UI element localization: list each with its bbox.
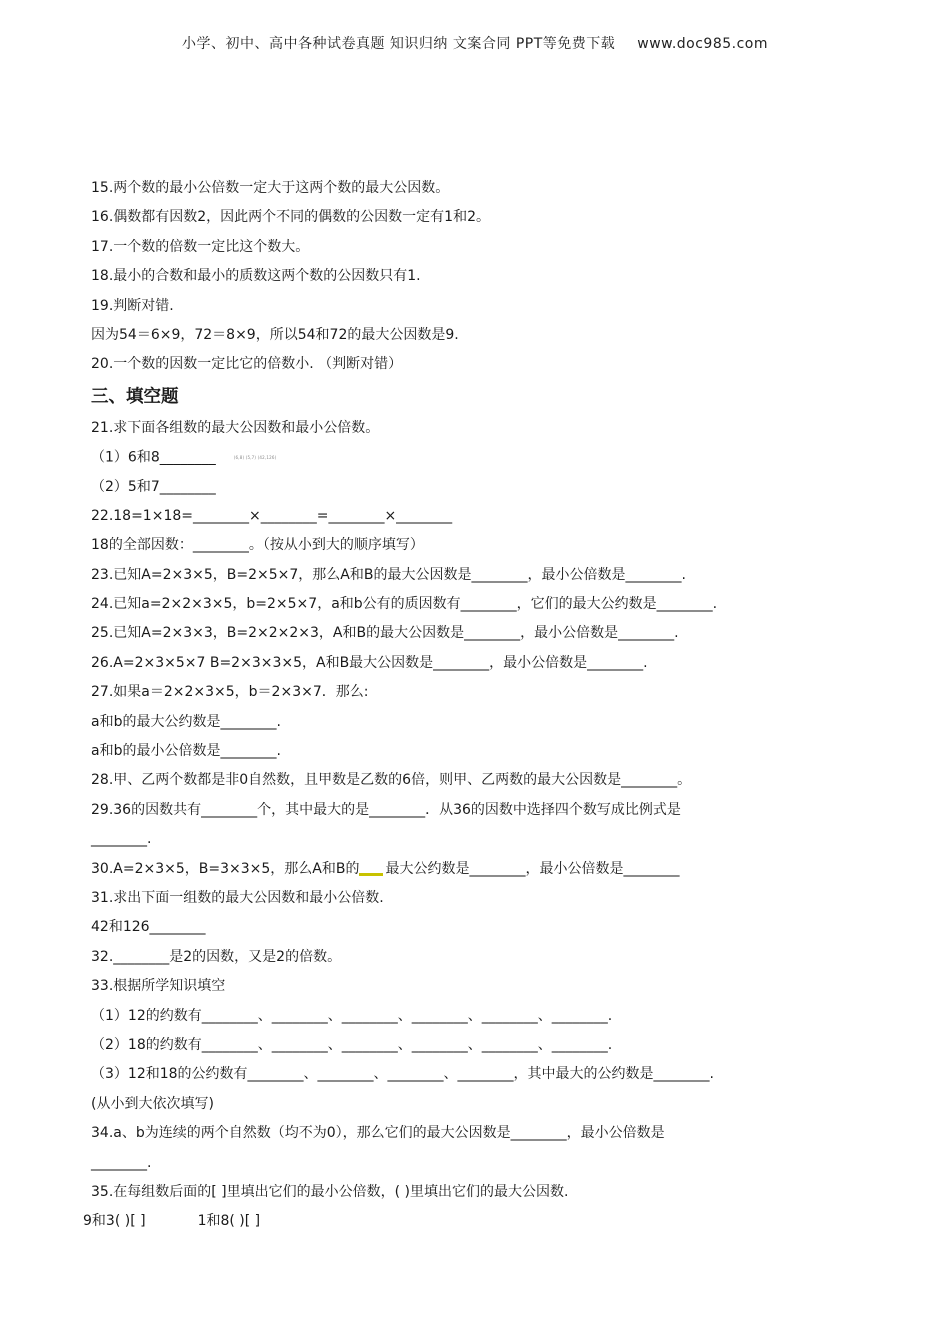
section-title: 三、填空题 <box>91 386 179 407</box>
question-27: 27.如果a＝2×2×3×5，b＝2×3×7．那么: <box>91 684 369 701</box>
question-30-pre: 30.A=2×3×5，B=3×3×5，那么A和B的 <box>91 860 360 877</box>
question-33-part-2: （2）18的约数有________、________、________、________、________、________. <box>91 1036 613 1053</box>
question-16: 16.偶数都有因数2，因此两个不同的偶数的公因数一定有1和2。 <box>91 209 490 226</box>
header-site: www.doc985.com <box>637 36 769 52</box>
question-25: 25.已知A=2×3×3，B=2×2×2×3，A和B的最大公因数是________，最小公倍数是________. <box>91 625 679 642</box>
question-17: 17.一个数的倍数一定比这个数大。 <box>91 238 310 255</box>
question-31: 31.求出下面一组数的最大公因数和最小公倍数. <box>91 889 384 906</box>
question-34-blank: ________. <box>91 1154 152 1171</box>
question-29: 29.36的因数共有________个，其中最大的是________．从36的因数中选择四个数写成比例式是 <box>91 801 681 818</box>
question-33-part-1: （1）12的约数有________、________、________、________、________、________. <box>91 1007 613 1024</box>
question-34: 34.a、b为连续的两个自然数（均不为0），那么它们的最大公因数是________，最小公倍数是 <box>91 1125 665 1142</box>
question-19-body: 因为54＝6×9，72＝8×9，所以54和72的最大公因数是9. <box>91 326 459 343</box>
question-33-note: (从小到大依次填写) <box>91 1095 214 1112</box>
question-19: 19.判断对错. <box>91 297 174 314</box>
question-30-post: 最大公约数是________，最小公倍数是________ <box>385 860 680 877</box>
question-21-part-1-text: （1）6和8________ <box>91 449 216 466</box>
question-20: 20.一个数的因数一定比它的倍数小. （判断对错） <box>91 356 403 373</box>
question-29-blank: ________. <box>91 831 152 848</box>
question-28: 28.甲、乙两个数都是非0自然数，且甲数是乙数的6倍，则甲、乙两数的最大公因数是________。 <box>91 772 692 789</box>
header-title: 小学、初中、高中各种试卷真题 知识归纳 文案合同 PPT等免费下载 <box>181 36 616 52</box>
document-body <box>83 174 861 1237</box>
question-21-part-2: （2）5和7________ <box>91 478 216 495</box>
page-header <box>0 33 950 53</box>
question-26: 26.A=2×3×5×7 B=2×3×3×5，A和B最大公因数是________，最小公倍数是________. <box>91 654 648 671</box>
question-35-item-1: 9和3( )[ ] <box>83 1213 146 1230</box>
question-31-pair: 42和126________ <box>91 919 206 936</box>
question-35: 35.在每组数后面的[ ]里填出它们的最小公倍数，( )里填出它们的最大公因数. <box>91 1183 569 1200</box>
question-18: 18.最小的合数和最小的质数这两个数的公因数只有1. <box>91 268 421 285</box>
question-15: 15.两个数的最小公倍数一定大于这两个数的最大公因数。 <box>91 180 450 196</box>
question-30 <box>91 855 861 884</box>
question-33: 33.根据所学知识填空 <box>91 978 226 995</box>
question-27-gcd: a和b的最大公约数是________. <box>91 713 281 730</box>
question-27-lcm: a和b的最小公倍数是________. <box>91 743 281 760</box>
question-23: 23.已知A=2×3×5，B=2×5×7，那么A和B的最大公因数是________，最小公倍数是________. <box>91 566 686 583</box>
question-22-factors: 18的全部因数：________。（按从小到大的顺序填写） <box>91 537 424 554</box>
question-22: 22.18=1×18=________×________=________×________ <box>91 507 453 524</box>
question-35-item-2: 1和8( )[ ] <box>197 1213 261 1230</box>
question-35-items <box>83 1207 861 1236</box>
tiny-note: (6,8) (5,7) (42,126) <box>233 455 277 461</box>
question-21: 21.求下面各组数的最大公因数和最小公倍数。 <box>91 419 380 436</box>
question-32: 32.________是2的因数，又是2的倍数。 <box>91 948 342 965</box>
question-33-part-3: （3）12和18的公约数有________、________、________、________，其中最大的公约数是________. <box>91 1066 714 1083</box>
question-24: 24.已知a=2×2×3×5，b=2×5×7，a和b公有的质因数有________，它们的最大公约数是________. <box>91 596 718 613</box>
question-21-part-1 <box>91 443 861 472</box>
highlight-mark <box>359 873 383 876</box>
